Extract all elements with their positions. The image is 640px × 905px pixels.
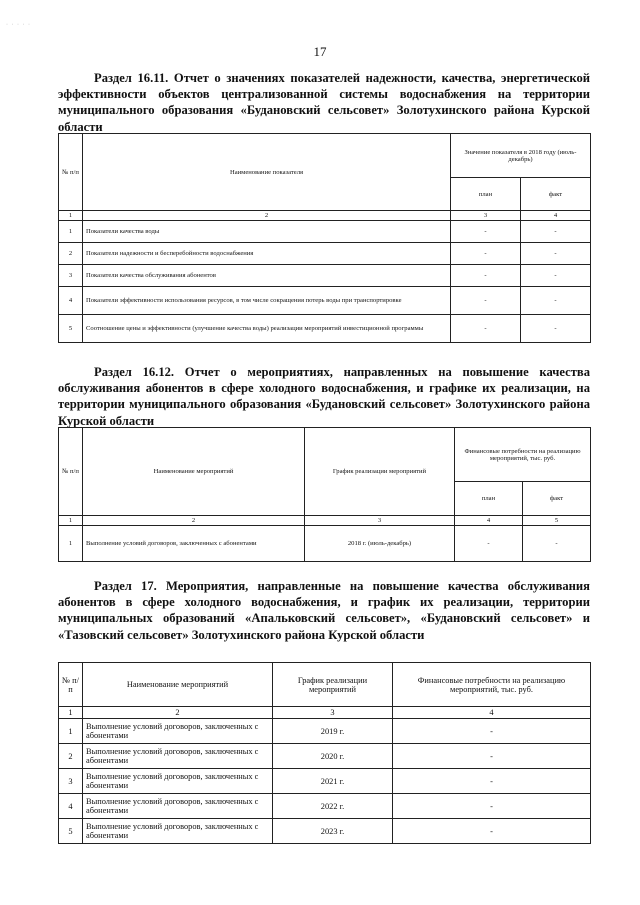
table-row bbox=[59, 769, 591, 794]
index-cell: 1 bbox=[59, 516, 83, 526]
table-row bbox=[59, 287, 591, 315]
row-plan: - bbox=[455, 526, 523, 562]
row-plan: - bbox=[451, 243, 521, 265]
row-num: 2 bbox=[59, 744, 83, 769]
index-cell: 2 bbox=[83, 707, 273, 719]
index-cell: 1 bbox=[59, 211, 83, 221]
row-num: 3 bbox=[59, 265, 83, 287]
row-plan: - bbox=[451, 265, 521, 287]
row-schedule: 2019 г. bbox=[273, 719, 393, 744]
index-row bbox=[59, 211, 591, 221]
table-row bbox=[59, 265, 591, 287]
row-name: Выполнение условий договоров, заключенных с абонентами bbox=[83, 769, 273, 794]
col-name-header: Наименование мероприятий bbox=[83, 663, 273, 707]
row-name: Выполнение условий договоров, заключенных с абонентами bbox=[83, 526, 305, 562]
row-fact: - bbox=[521, 315, 591, 343]
col-num-header: № п/п bbox=[59, 663, 83, 707]
col-finance-header: Финансовые потребности на реализацию мероприятий, тыс. руб. bbox=[455, 428, 591, 482]
row-name: Выполнение условий договоров, заключенных с абонентами bbox=[83, 744, 273, 769]
row-name: Показатели эффективности использования ресурсов, в том числе сокращения потерь воды при транспортировке bbox=[83, 287, 451, 315]
row-schedule: 2018 г. (июль-декабрь) bbox=[305, 526, 455, 562]
index-cell: 3 bbox=[273, 707, 393, 719]
page-number: 17 bbox=[313, 44, 327, 59]
col-plan-header: план bbox=[451, 178, 521, 211]
row-name: Выполнение условий договоров, заключенных с абонентами bbox=[83, 819, 273, 844]
col-fact-header: факт bbox=[521, 178, 591, 211]
table-row bbox=[59, 221, 591, 243]
row-name: Показатели качества воды bbox=[83, 221, 451, 243]
row-num: 5 bbox=[59, 315, 83, 343]
index-cell: 3 bbox=[451, 211, 521, 221]
index-cell: 4 bbox=[521, 211, 591, 221]
row-num: 2 bbox=[59, 243, 83, 265]
col-plan-header: план bbox=[455, 482, 523, 516]
index-cell: 4 bbox=[393, 707, 591, 719]
col-value-header: Значение показателя в 2018 году (июль-декабрь) bbox=[451, 134, 591, 178]
col-name-header: Наименование показателя bbox=[83, 134, 451, 211]
row-num: 5 bbox=[59, 819, 83, 844]
row-schedule: 2021 г. bbox=[273, 769, 393, 794]
col-fact-header: факт bbox=[523, 482, 591, 516]
row-finance: - bbox=[393, 819, 591, 844]
row-name: Показатели качества обслуживания абонентов bbox=[83, 265, 451, 287]
col-schedule-header: График реализации мероприятий bbox=[305, 428, 455, 516]
table-row bbox=[59, 794, 591, 819]
index-cell: 3 bbox=[305, 516, 455, 526]
row-schedule: 2023 г. bbox=[273, 819, 393, 844]
row-finance: - bbox=[393, 744, 591, 769]
index-row bbox=[59, 516, 591, 526]
table-row bbox=[59, 744, 591, 769]
index-cell: 4 bbox=[455, 516, 523, 526]
table-row bbox=[59, 526, 591, 562]
row-fact: - bbox=[521, 221, 591, 243]
row-schedule: 2020 г. bbox=[273, 744, 393, 769]
row-plan: - bbox=[451, 315, 521, 343]
row-finance: - bbox=[393, 794, 591, 819]
table-row bbox=[59, 819, 591, 844]
index-row bbox=[59, 707, 591, 719]
section-17-title: Раздел 17. Мероприятия, направленные на повышение качества обслуживания абонентов в сфере холодного водоснабжения, и график их реализации, территории муниципальных образований «Апальковский сельсовет», «Будановский сельсовет» и «Тазовский сельсовет» Золотухинского района Курской области bbox=[58, 579, 590, 642]
index-cell: 2 bbox=[83, 516, 305, 526]
row-fact: - bbox=[521, 243, 591, 265]
row-finance: - bbox=[393, 719, 591, 744]
col-num-header: № п/п bbox=[59, 428, 83, 516]
row-name: Соотношение цены и эффективности (улучшение качества воды) реализации мероприятий инвестиционной программы bbox=[83, 315, 451, 343]
row-fact: - bbox=[521, 265, 591, 287]
col-num-header: № п/п bbox=[59, 134, 83, 211]
table-row bbox=[59, 719, 591, 744]
row-name: Показатели надежности и бесперебойности водоснабжения bbox=[83, 243, 451, 265]
section-16-11-heading bbox=[58, 70, 590, 135]
section-16-11-title: Раздел 16.11. Отчет о значениях показателей надежности, качества, энергетической эффективности объектов централизованной системы водоснабжения на территории муниципального образования «Будановский сельсовет» Золотухинского района Курской области bbox=[58, 71, 590, 134]
row-num: 4 bbox=[59, 794, 83, 819]
row-fact: - bbox=[523, 526, 591, 562]
section-16-12-heading bbox=[58, 364, 590, 429]
row-fact: - bbox=[521, 287, 591, 315]
row-finance: - bbox=[393, 769, 591, 794]
indicators-table bbox=[58, 133, 591, 343]
index-cell: 5 bbox=[523, 516, 591, 526]
index-cell: 1 bbox=[59, 707, 83, 719]
col-finance-header: Финансовые потребности на реализацию мероприятий, тыс. руб. bbox=[393, 663, 591, 707]
row-num: 1 bbox=[59, 221, 83, 243]
table-row bbox=[59, 315, 591, 343]
table-row bbox=[59, 243, 591, 265]
col-schedule-header: График реализации мероприятий bbox=[273, 663, 393, 707]
row-num: 4 bbox=[59, 287, 83, 315]
section-16-12-title: Раздел 16.12. Отчет о мероприятиях, направленных на повышение качества обслуживания абонентов в сфере холодного водоснабжения, и графике их реализации, на территории муниципального образования «Будановский сельсовет» Золотухинского района Курской области bbox=[58, 365, 590, 428]
corner-mark: · · · · · bbox=[6, 22, 31, 28]
measures-schedule-table bbox=[58, 662, 591, 844]
index-cell: 2 bbox=[83, 211, 451, 221]
row-num: 3 bbox=[59, 769, 83, 794]
row-num: 1 bbox=[59, 526, 83, 562]
row-plan: - bbox=[451, 221, 521, 243]
section-17-heading bbox=[58, 578, 590, 643]
row-name: Выполнение условий договоров, заключенных с абонентами bbox=[83, 794, 273, 819]
measures-report-table bbox=[58, 427, 591, 562]
row-num: 1 bbox=[59, 719, 83, 744]
col-name-header: Наименование мероприятий bbox=[83, 428, 305, 516]
row-plan: - bbox=[451, 287, 521, 315]
row-schedule: 2022 г. bbox=[273, 794, 393, 819]
row-name: Выполнение условий договоров, заключенных с абонентами bbox=[83, 719, 273, 744]
